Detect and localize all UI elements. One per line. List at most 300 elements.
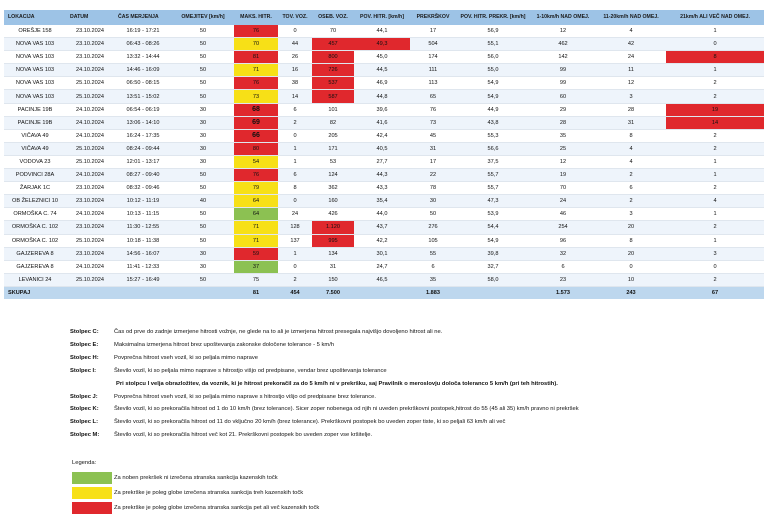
note-label: Stolpec J:	[70, 393, 98, 400]
table-cell: 160	[312, 195, 354, 208]
table-cell: 1	[278, 155, 312, 168]
table-cell: 1	[666, 208, 764, 221]
note-label: Stolpec H:	[70, 354, 99, 361]
table-cell: 99	[530, 64, 596, 77]
table-cell: 49,3	[354, 38, 410, 51]
legend-text: Za prekrške je poleg globe izrečena stranska sankcija pet ali več kazenskih točk	[114, 504, 320, 511]
table-cell: 0	[666, 38, 764, 51]
table-cell: 28	[596, 103, 666, 116]
table-cell: 96	[530, 234, 596, 247]
table-cell: 30,1	[354, 247, 410, 260]
table-cell: 50	[172, 221, 234, 234]
location-cell: PODVINCI 28A	[4, 169, 66, 182]
table-cell: 73	[234, 90, 278, 103]
table-cell: 24.10.2024	[66, 169, 114, 182]
location-cell: NOVA VAS 103	[4, 64, 66, 77]
location-cell: NOVA VAS 103	[4, 51, 66, 64]
table-cell: 128	[278, 221, 312, 234]
totals-row	[4, 286, 764, 299]
table-cell: 20	[596, 221, 666, 234]
table-cell: 101	[312, 103, 354, 116]
table-cell: 1	[666, 64, 764, 77]
table-cell: 15:27 - 16:49	[114, 273, 172, 286]
table-cell: 71	[234, 234, 278, 247]
table-cell: 25	[530, 142, 596, 155]
location-cell: VIČAVA 49	[4, 129, 66, 142]
table-cell: 59	[234, 247, 278, 260]
legend-title: Legenda:	[72, 460, 97, 466]
totals-label: SKUPAJ	[4, 286, 66, 299]
table-row	[4, 38, 764, 51]
table-cell: 50	[172, 25, 234, 38]
table-cell: 19	[666, 103, 764, 116]
table-cell: 8	[666, 51, 764, 64]
table-cell: 2	[666, 142, 764, 155]
table-cell: 06:43 - 08:26	[114, 38, 172, 51]
note-line	[70, 394, 760, 400]
table-cell: 50	[410, 208, 456, 221]
table-cell: 8	[596, 234, 666, 247]
table-cell: 205	[312, 129, 354, 142]
table-cell: 14	[278, 90, 312, 103]
table-cell: 56,0	[456, 51, 530, 64]
table-cell: 174	[410, 51, 456, 64]
table-cell: 276	[410, 221, 456, 234]
table-cell: 23.10.2024	[66, 182, 114, 195]
table-cell: 35	[530, 129, 596, 142]
table-row	[4, 169, 764, 182]
note-line	[70, 368, 760, 374]
table-cell: 426	[312, 208, 354, 221]
speed-measurement-table	[4, 10, 764, 299]
table-cell: 0	[596, 260, 666, 273]
totals-empty	[456, 286, 530, 299]
table-cell: 2	[666, 90, 764, 103]
note-text: Povprečna hitrost vseh vozil, ki so peljala mimo naprave	[114, 354, 259, 361]
header-cell: MAKS. HITR.	[234, 10, 278, 25]
table-cell: 11	[596, 64, 666, 77]
table-row	[4, 195, 764, 208]
table-cell: 2	[596, 195, 666, 208]
table-cell: 29	[530, 103, 596, 116]
table-cell: 40	[172, 195, 234, 208]
table-cell: 78	[410, 182, 456, 195]
table-cell: 1	[666, 155, 764, 168]
table-cell: 50	[172, 169, 234, 182]
table-cell: 16:24 - 17:35	[114, 129, 172, 142]
table-cell: 6	[530, 260, 596, 273]
table-cell: 1	[666, 169, 764, 182]
table-cell: 8	[596, 129, 666, 142]
table-cell: 24.10.2024	[66, 129, 114, 142]
location-cell: VODOVA 23	[4, 155, 66, 168]
table-cell: 27,7	[354, 155, 410, 168]
location-cell: PACINJE 19B	[4, 116, 66, 129]
location-cell: LEVANICI 24	[4, 273, 66, 286]
table-cell: 64	[234, 195, 278, 208]
table-header-row	[4, 10, 764, 25]
table-cell: 16	[278, 64, 312, 77]
table-cell: 39,8	[456, 247, 530, 260]
note-text: Število vozil, ki so prekoračila hitrost od 11 do vključno 20 km/h (brez tolerance). Prekrškovni postopek bo uveden zoper tiste, ki so peljali 63 km/h ali več	[114, 419, 506, 426]
table-cell: 42,2	[354, 234, 410, 247]
table-cell: 13:32 - 14:44	[114, 51, 172, 64]
table-cell: 254	[530, 221, 596, 234]
location-cell: ORMOŠKA C. 102	[4, 221, 66, 234]
table-cell: 43,7	[354, 221, 410, 234]
note-label: Stolpec E:	[70, 341, 99, 348]
table-cell: 76	[234, 77, 278, 90]
table-cell: 65	[410, 90, 456, 103]
totals-empty	[66, 286, 114, 299]
table-cell: 13:51 - 15:02	[114, 90, 172, 103]
location-cell: ORMOŠKA C. 74	[4, 208, 66, 221]
table-cell: 99	[530, 77, 596, 90]
table-cell: 124	[312, 169, 354, 182]
location-cell: OREŠJE 158	[4, 25, 66, 38]
legend-item	[72, 485, 319, 500]
table-cell: 23.10.2024	[66, 195, 114, 208]
header-cell: POV. HITR. [km/h]	[354, 10, 410, 25]
table-row	[4, 51, 764, 64]
table-cell: 171	[312, 142, 354, 155]
table-cell: 64	[234, 208, 278, 221]
table-cell: 32	[530, 247, 596, 260]
table-cell: 24.10.2024	[66, 64, 114, 77]
table-cell: 2	[666, 221, 764, 234]
table-cell: 06:50 - 08:15	[114, 77, 172, 90]
table-row	[4, 247, 764, 260]
table-cell: 25.10.2024	[66, 273, 114, 286]
table-cell: 31	[312, 260, 354, 273]
table-cell: 54	[234, 155, 278, 168]
table-cell: 150	[312, 273, 354, 286]
note-line	[70, 419, 760, 425]
table-cell: 2	[666, 182, 764, 195]
table-cell: 10	[596, 273, 666, 286]
table-cell: 0	[278, 129, 312, 142]
note-label: Stolpec I:	[70, 367, 97, 374]
location-cell: NOVA VAS 103	[4, 90, 66, 103]
table-cell: 76	[410, 103, 456, 116]
table-cell: 50	[172, 64, 234, 77]
table-row	[4, 25, 764, 38]
legend	[72, 460, 319, 515]
header-cell: DATUM	[66, 10, 114, 25]
table-cell: 75	[234, 273, 278, 286]
table-cell: 2	[666, 129, 764, 142]
table-row	[4, 260, 764, 273]
table-cell: 457	[312, 38, 354, 51]
table-cell: 1	[278, 142, 312, 155]
table-cell: 44,8	[354, 90, 410, 103]
table-cell: 11:30 - 12:55	[114, 221, 172, 234]
table-cell: 55,7	[456, 169, 530, 182]
table-row	[4, 221, 764, 234]
table-cell: 39,6	[354, 103, 410, 116]
table-cell: 2	[278, 116, 312, 129]
table-cell: 10:12 - 11:19	[114, 195, 172, 208]
totals-prek: 1.883	[410, 286, 456, 299]
table-cell: 587	[312, 90, 354, 103]
table-cell: 80	[234, 142, 278, 155]
table-cell: 30	[172, 142, 234, 155]
table-cell: 37,5	[456, 155, 530, 168]
note-line	[70, 432, 760, 438]
table-cell: 462	[530, 38, 596, 51]
table-cell: 06:54 - 06:19	[114, 103, 172, 116]
legend-text: Za noben prekršek ni izrečena stranska sankcija kazenskih točk	[114, 474, 278, 481]
table-cell: 24.10.2024	[66, 116, 114, 129]
table-cell: 31	[596, 116, 666, 129]
note-text: Maksimalna izmerjena hitrost brez upoštevanja zakonske določene tolerance - 5 km/h	[114, 341, 335, 348]
table-cell: 1	[278, 247, 312, 260]
table-cell: 44	[278, 38, 312, 51]
table-cell: 6	[410, 260, 456, 273]
table-cell: 11:41 - 12:33	[114, 260, 172, 273]
table-cell: 362	[312, 182, 354, 195]
table-cell: 13:06 - 14:10	[114, 116, 172, 129]
legend-swatch	[72, 502, 112, 514]
table-cell: 35	[410, 273, 456, 286]
table-cell: 41,6	[354, 116, 410, 129]
table-cell: 08:27 - 09:40	[114, 169, 172, 182]
table-cell: 24.10.2024	[66, 260, 114, 273]
totals-tov: 454	[278, 286, 312, 299]
table-cell: 995	[312, 234, 354, 247]
table-cell: 800	[312, 51, 354, 64]
table-cell: 111	[410, 64, 456, 77]
table-cell: 10:13 - 11:15	[114, 208, 172, 221]
table-cell: 12:01 - 13:17	[114, 155, 172, 168]
note-label: Stolpec M:	[70, 432, 100, 439]
table-cell: 10:18 - 11:38	[114, 234, 172, 247]
table-cell: 25.10.2024	[66, 142, 114, 155]
table-cell: 56,9	[456, 25, 530, 38]
table-cell: 537	[312, 77, 354, 90]
header-cell: OSEB. VOZ.	[312, 10, 354, 25]
legend-text: Za prekrške je poleg globe izrečena stranska sankcija treh kazenskih točk	[114, 489, 304, 496]
table-cell: 44,9	[456, 103, 530, 116]
header-cell: 1-10km/h NAD OMEJ.	[530, 10, 596, 25]
table-cell: 0	[278, 260, 312, 273]
table-cell: 30	[172, 116, 234, 129]
table-cell: 25.10.2024	[66, 90, 114, 103]
table-cell: 45,0	[354, 51, 410, 64]
location-cell: ORMOŠKA C. 102	[4, 234, 66, 247]
table-row	[4, 90, 764, 103]
table-cell: 12	[530, 155, 596, 168]
location-cell: VIČAVA 49	[4, 142, 66, 155]
legend-item	[72, 500, 319, 515]
table-cell: 50	[172, 234, 234, 247]
table-cell: 42,4	[354, 129, 410, 142]
table-cell: 0	[278, 195, 312, 208]
table-cell: 1.120	[312, 221, 354, 234]
table-cell: 44,0	[354, 208, 410, 221]
header-cell: TOV. VOZ.	[278, 10, 312, 25]
table-cell: 19	[530, 169, 596, 182]
table-row	[4, 182, 764, 195]
table-cell: 82	[312, 116, 354, 129]
table-cell: 55	[410, 247, 456, 260]
location-cell: PACINJE 19B	[4, 103, 66, 116]
table-cell: 47,3	[456, 195, 530, 208]
table-cell: 66	[234, 129, 278, 142]
note-text: Pri stolpcu I velja obrazložitev, da voznik, ki je hitrost prekoračil za do 5 km/h ni v prekršku, saj Pravilnik o meroslovju določa toleranco 5 km/h (pri teh hitrostih).	[116, 380, 558, 387]
table-cell: 3	[596, 208, 666, 221]
table-cell: 50	[172, 182, 234, 195]
table-cell: 50	[172, 90, 234, 103]
totals-empty	[354, 286, 410, 299]
location-cell: NOVA VAS 103	[4, 77, 66, 90]
table-cell: 726	[312, 64, 354, 77]
table-row	[4, 234, 764, 247]
table-cell: 20	[596, 247, 666, 260]
location-cell: OB ŽELEZNICI 10	[4, 195, 66, 208]
table-cell: 24	[278, 208, 312, 221]
note-text: Povprečna hitrost vseh vozil, ki so peljala mimo naprave s hitrostjo višjo od predpisane brez tolerance.	[114, 393, 376, 400]
table-row	[4, 155, 764, 168]
note-label: Stolpec C:	[70, 329, 99, 335]
legend-item	[72, 470, 319, 485]
table-cell: 40,5	[354, 142, 410, 155]
table-cell: 23.10.2024	[66, 247, 114, 260]
header-cell: ČAS MERJENJA	[114, 10, 172, 25]
table-cell: 08:32 - 09:46	[114, 182, 172, 195]
table-cell: 73	[410, 116, 456, 129]
totals-c1: 1.573	[530, 286, 596, 299]
table-cell: 30	[172, 155, 234, 168]
table-cell: 43,8	[456, 116, 530, 129]
table-cell: 54,9	[456, 77, 530, 90]
table-cell: 142	[530, 51, 596, 64]
table-cell: 134	[312, 247, 354, 260]
table-cell: 30	[172, 129, 234, 142]
table-cell: 105	[410, 234, 456, 247]
table-cell: 60	[530, 90, 596, 103]
table-cell: 23	[530, 273, 596, 286]
table-cell: 50	[172, 38, 234, 51]
location-cell: GAJZEREVA 8	[4, 260, 66, 273]
table-cell: 17	[410, 25, 456, 38]
table-row	[4, 64, 764, 77]
table-cell: 17	[410, 155, 456, 168]
note-label: Stolpec K:	[70, 406, 99, 413]
table-cell: 37	[234, 260, 278, 273]
table-cell: 3	[666, 247, 764, 260]
table-cell: 6	[278, 169, 312, 182]
table-cell: 70	[234, 38, 278, 51]
table-row	[4, 208, 764, 221]
table-cell: 42	[596, 38, 666, 51]
table-cell: 81	[234, 51, 278, 64]
table-cell: 46,5	[354, 273, 410, 286]
table-cell: 45	[410, 129, 456, 142]
totals-c3: 67	[666, 286, 764, 299]
note-line	[70, 381, 760, 387]
legend-swatch	[72, 472, 112, 484]
table-cell: 56,6	[456, 142, 530, 155]
table-cell: 16:19 - 17:21	[114, 25, 172, 38]
table-body	[4, 25, 764, 286]
table-cell: 54,4	[456, 221, 530, 234]
location-cell: ŽARJAK 1C	[4, 182, 66, 195]
header-cell: 21km/h ALI VEČ NAD OMEJ.	[666, 10, 764, 25]
table-cell: 55,3	[456, 129, 530, 142]
table-row	[4, 103, 764, 116]
table-cell: 50	[172, 51, 234, 64]
table-cell: 55,7	[456, 182, 530, 195]
table-cell: 50	[172, 208, 234, 221]
table-cell: 1	[666, 234, 764, 247]
note-text: Število vozil, ki so prekoračila hitrost več kot 21. Prekrškovni postopek bo uveden zoper vse kršitelje.	[114, 432, 373, 439]
table-cell: 55,1	[456, 38, 530, 51]
header-cell: 11-20km/h NAD OMEJ.	[596, 10, 666, 25]
header-cell: PREKRŠKOV	[410, 10, 456, 25]
table-cell: 8	[278, 182, 312, 195]
note-line	[70, 342, 760, 348]
table-cell: 1	[666, 25, 764, 38]
table-cell: 4	[596, 25, 666, 38]
note-label: Stolpec L:	[70, 419, 99, 426]
table-row	[4, 129, 764, 142]
table-cell: 08:24 - 09:44	[114, 142, 172, 155]
table-cell: 24.10.2024	[66, 103, 114, 116]
table-cell: 2	[666, 273, 764, 286]
table-cell: 23.10.2024	[66, 38, 114, 51]
table-cell: 113	[410, 77, 456, 90]
totals-oseb: 7.500	[312, 286, 354, 299]
table-cell: 12	[530, 25, 596, 38]
table-cell: 76	[234, 25, 278, 38]
table-cell: 31	[410, 142, 456, 155]
table-cell: 30	[172, 247, 234, 260]
table-cell: 4	[596, 142, 666, 155]
table-cell: 25.10.2024	[66, 77, 114, 90]
table-cell: 6	[278, 103, 312, 116]
note-line	[70, 329, 760, 335]
table-cell: 0	[666, 260, 764, 273]
note-text: Čas od prve do zadnje izmerjene hitrosti vožnje, ne glede na to ali je izmerjena hitrost presegala najvišjo dovoljeno hitrost ali ne.	[114, 329, 443, 335]
table-cell: 54,9	[456, 234, 530, 247]
totals-c2: 243	[596, 286, 666, 299]
table-cell: 50	[172, 273, 234, 286]
table-cell: 30	[172, 260, 234, 273]
table-cell: 4	[666, 195, 764, 208]
table-cell: 71	[234, 221, 278, 234]
table-cell: 46	[530, 208, 596, 221]
column-notes	[70, 329, 760, 445]
table-cell: 24	[530, 195, 596, 208]
table-row	[4, 77, 764, 90]
table-cell: 30	[172, 103, 234, 116]
table-cell: 55,0	[456, 64, 530, 77]
note-text: Število vozil, ki so prekoračila hitrost od 1 do 10 km/h (brez tolerance). Sicer zoper nobenega od njih ni uveden prekrškovni postopek,hitrost do 55 (45 ali 35) km/h pravno ni prekršek	[114, 406, 579, 413]
totals-empty	[114, 286, 172, 299]
table-cell: 32,7	[456, 260, 530, 273]
table-cell: 44,3	[354, 169, 410, 182]
table-cell: 38	[278, 77, 312, 90]
table-cell: 0	[278, 25, 312, 38]
table-cell: 23.10.2024	[66, 221, 114, 234]
table-cell: 24.10.2024	[66, 208, 114, 221]
table-cell: 14	[666, 116, 764, 129]
table-cell: 58,0	[456, 273, 530, 286]
table-cell: 2	[278, 273, 312, 286]
table-cell: 24	[596, 51, 666, 64]
table-cell: 4	[596, 155, 666, 168]
